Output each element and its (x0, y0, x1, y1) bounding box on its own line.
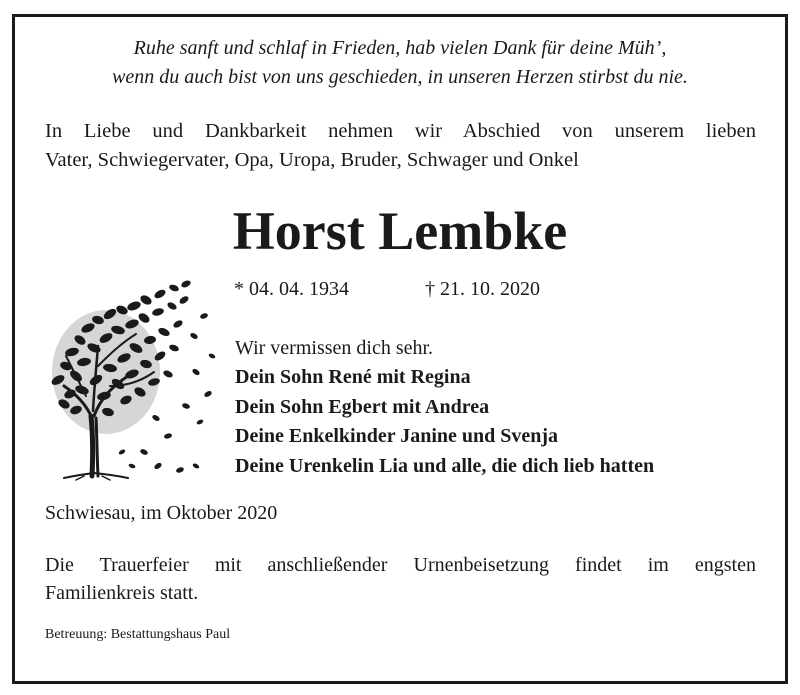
poem-line-2: wenn du auch bist von uns geschieden, in unseren Herzen stirbst du nie. (112, 66, 688, 88)
death-date: † 21. 10. 2020 (425, 278, 540, 300)
poem-line-1: Ruhe sanft und schlaf in Frieden, hab vielen Dank für deine Müh’, (133, 37, 667, 59)
funeral-note-line-2: Familienkreis statt. (45, 582, 199, 604)
mourner-line-1: Dein Sohn René mit Regina (235, 366, 471, 388)
intro-line-2: Vater, Schwiegervater, Opa, Uropa, Bruder, Schwager und Onkel (45, 149, 579, 171)
deceased-name: Horst Lembke (232, 201, 568, 261)
place-and-date: Schwiesau, im Oktober 2020 (45, 502, 278, 524)
windswept-tree-icon (36, 276, 220, 482)
mourner-line-4: Deine Urenkelin Lia und alle, die dich lieb hatten (235, 455, 655, 477)
mourner-line-2: Dein Sohn Egbert mit Andrea (235, 396, 490, 418)
birth-date: * 04. 04. 1934 (234, 278, 349, 300)
funeral-home-credit: Betreuung: Bestattungshaus Paul (45, 627, 231, 642)
mourner-line-0: Wir vermissen dich sehr. (235, 337, 434, 359)
mourner-line-3: Deine Enkelkinder Janine und Svenja (235, 425, 559, 447)
intro-line-1: In Liebe und Dankbarkeit nehmen wir Abschied von unserem lieben (45, 120, 756, 142)
funeral-note-line-1: Die Trauerfeier mit anschließender Urnenbeisetzung findet im engsten (45, 554, 756, 576)
